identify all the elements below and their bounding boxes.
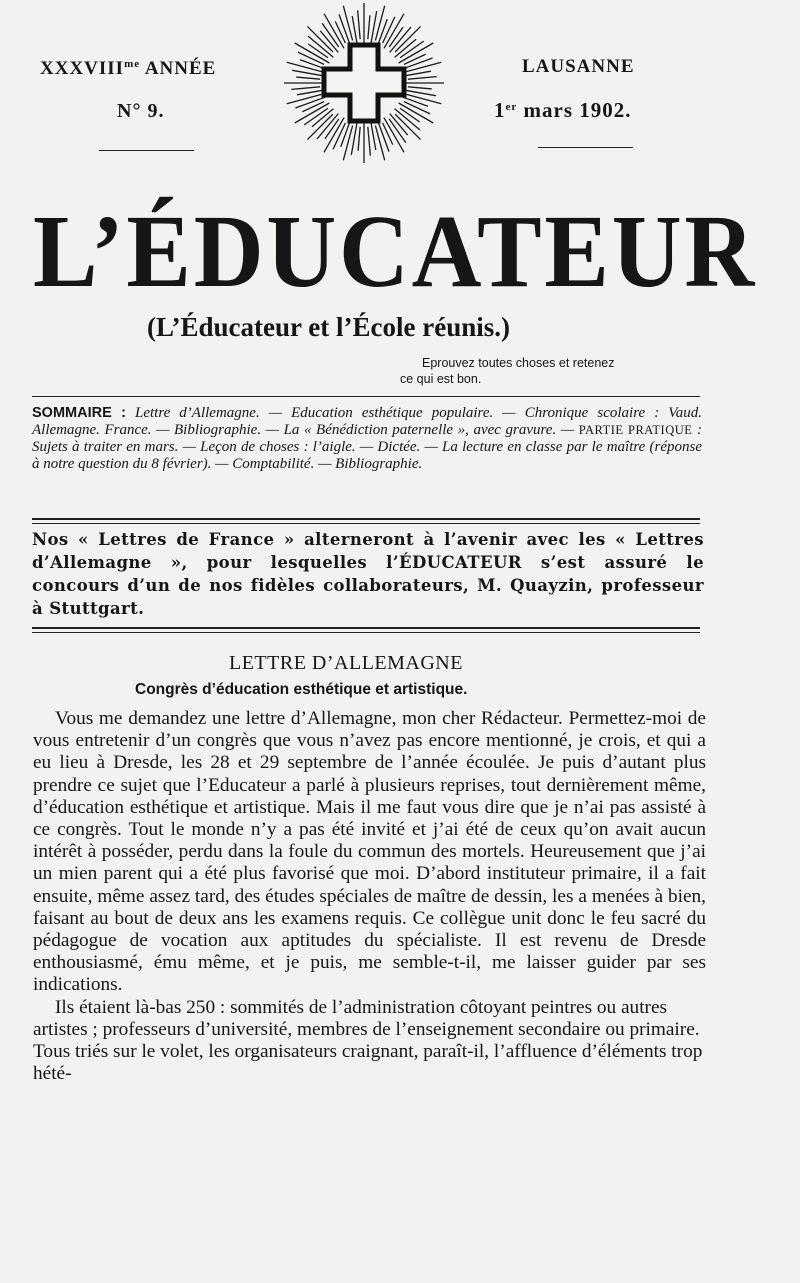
issue-number: N° 9. [117, 100, 165, 122]
sunburst-ray [407, 62, 442, 71]
sunburst-ray [343, 6, 352, 41]
article-body [33, 708, 706, 1085]
sunburst-ray [407, 94, 442, 103]
journal-subtitle: (L’Éducateur et l’École réunis.) [147, 312, 510, 342]
double-rule-bottom [32, 523, 700, 524]
sunburst-ray [375, 6, 384, 41]
sunburst-ray [291, 87, 320, 90]
table-of-contents [32, 405, 702, 473]
volume-year: $XXXVIII^{me}$ ANNÉE [40, 58, 217, 79]
motto-line-2: ce qui est bon. [400, 372, 482, 386]
sunburst-ray [358, 127, 360, 151]
double-rule-top [32, 627, 700, 629]
sommaire-partie-pratique: PARTIE PRATIQUE [578, 423, 693, 437]
sommaire-label: SOMMAIRE : [32, 405, 126, 421]
double-rule-bottom [32, 632, 700, 633]
journal-title: L’ÉDUCATEUR [33, 194, 757, 309]
divider [32, 396, 700, 397]
article-paragraph: Vous me demandez une lettre d’Allemagne, mon cher Rédacteur. Permettez-moi de vous entretenir d’un congrès que vous n’avez pas encore mentionné, je crois, et qui a eu lieu à Dresde, les 28 et 29 septembre de l’année écoulée. Je puis d’autant plus prendre ce sujet que l’Educateur a parlé à plusieurs reprises, tout dernièrement même, d’éducation esthétique et artistique. Mais il me faut vous dire que je n’ai pas assisté à ce congrès. Tout le monde n’y a pas été invité et j’ai été de ceux qu’on avait aucun intérêt à posséder, perdu dans la foule du commun des mortels. Heureusement que j’ai un mien parent qui a été plus favorisé que moi. D’abord instituteur primaire, il a fait ensuite, même assez tard, des études spéciales de maître de dessin, les a menées à bien, faisant au bout de deux ans les examens requis. Ce collègue unit donc le feu sacré du pédagogue de vocation aux aptitudes du spécialiste. Il est revenu de Dresde enthousiasmé, ému même, et je puis, me semble-t-il, me laisser guider par ses indications. [33, 708, 706, 996]
sunburst-ray [375, 126, 384, 161]
editorial-notice: Nos « Lettres de France » alterneront à l’avenir avec les « Lettres d’Allemagne », pour lesquelles l’ÉDUCATEUR s’est assuré le concours d’un de nos fidèles collaborateurs, M. Quayzin, professeur à Stuttgart. [32, 530, 704, 618]
sunburst-ray [408, 87, 432, 89]
sommaire-part-2: : Sujets à traiter en mars. — Leçon de choses : l’aigle. — Dictée. — La lecture en classe par le maître (réponse à notre question du 8 février). — Comptabilité. — Bibliographie. [32, 422, 702, 472]
sunburst-ray [343, 126, 352, 161]
sunburst-ray [335, 21, 345, 43]
issue-date: 1er mars 1902. [494, 98, 632, 122]
sunburst-ray [378, 19, 388, 45]
article-subheading: Congrès d’éducation esthétique et artistique. [135, 681, 468, 698]
sunburst-ray [287, 62, 322, 71]
double-rule-top [32, 518, 700, 520]
sunburst-ray [287, 94, 322, 103]
sunburst-ray [368, 127, 371, 156]
sunburst-ray [383, 123, 393, 145]
masthead-rule-left [99, 150, 194, 151]
swiss-cross-sunburst-icon [283, 3, 445, 171]
sunburst-ray [302, 102, 324, 112]
article-heading: LETTRE D’ALLEMAGNE [229, 652, 463, 674]
sunburst-ray [368, 15, 370, 39]
motto-line-1: Eprouvez toutes choses et retenez [422, 356, 615, 370]
masthead-rule-right [538, 147, 633, 148]
sunburst-ray [408, 77, 437, 80]
motto [400, 355, 680, 387]
sunburst-ray [296, 77, 320, 79]
sunburst-ray [402, 97, 428, 107]
sunburst-ray [404, 54, 426, 64]
sommaire-part-1: Lettre d’Allemagne. — Education esthétique populaire. — Chronique scolaire : Vaud. Allemagne. France. — Bibliographie. — La « Bénédiction paternelle », avec gravure. — [32, 405, 702, 438]
sunburst-ray [358, 10, 361, 39]
sunburst-ray [341, 121, 351, 147]
article-paragraph: Ils étaient là-bas 250 : sommités de l’administration côtoyant peintres ou autres artistes ; professeurs d’université, membres de l’enseignement secondaire ou primaire. Tous triés sur le volet, les organisateurs craignant, paraît-il, l’affluence d’éléments trop hété- [33, 996, 703, 1085]
city: LAUSANNE [522, 56, 635, 77]
